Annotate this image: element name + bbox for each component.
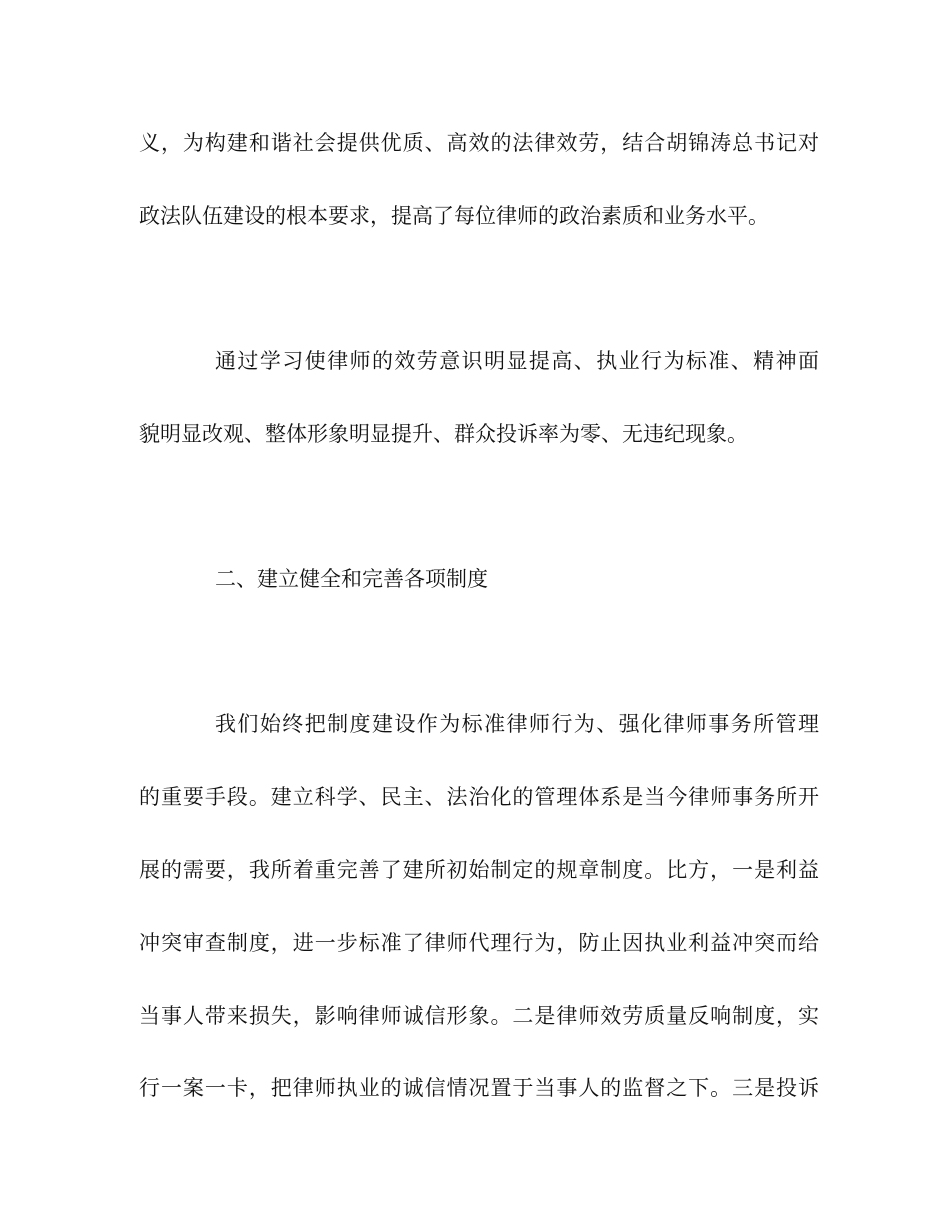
paragraph-2-line-1: 通过学习使律师的效劳意识明显提高、执业行为标准、精神面: [215, 349, 819, 373]
paragraph-3-line-4: 冲突审查制度，进一步标准了律师代理行为，防止因执业利益冲突而给: [139, 931, 819, 955]
paragraph-1-line-1: 义，为构建和谐社会提供优质、高效的法律效劳，结合胡锦涛总书记对: [139, 131, 819, 155]
paragraph-2-line-2: 貌明显改观、整体形象明显提升、群众投诉率为零、无违纪现象。: [139, 422, 748, 446]
paragraph-1-line-2: 政法队伍建设的根本要求，提高了每位律师的政治素质和业务水平。: [139, 204, 769, 228]
paragraph-3-line-2: 的重要手段。建立科学、民主、法治化的管理体系是当今律师事务所开: [139, 785, 819, 809]
section-heading: 二、建立健全和完善各项制度: [215, 567, 488, 591]
paragraph-3-line-3: 展的需要，我所着重完善了建所初始制定的规章制度。比方，一是利益: [139, 858, 819, 882]
paragraph-3-line-1: 我们始终把制度建设作为标准律师行为、强化律师事务所管理: [215, 712, 819, 736]
paragraph-3-line-6: 行一案一卡，把律师执业的诚信情况置于当事人的监督之下。三是投诉: [139, 1076, 819, 1100]
paragraph-3-line-5: 当事人带来损失，影响律师诚信形象。二是律师效劳质量反响制度，实: [139, 1004, 819, 1028]
